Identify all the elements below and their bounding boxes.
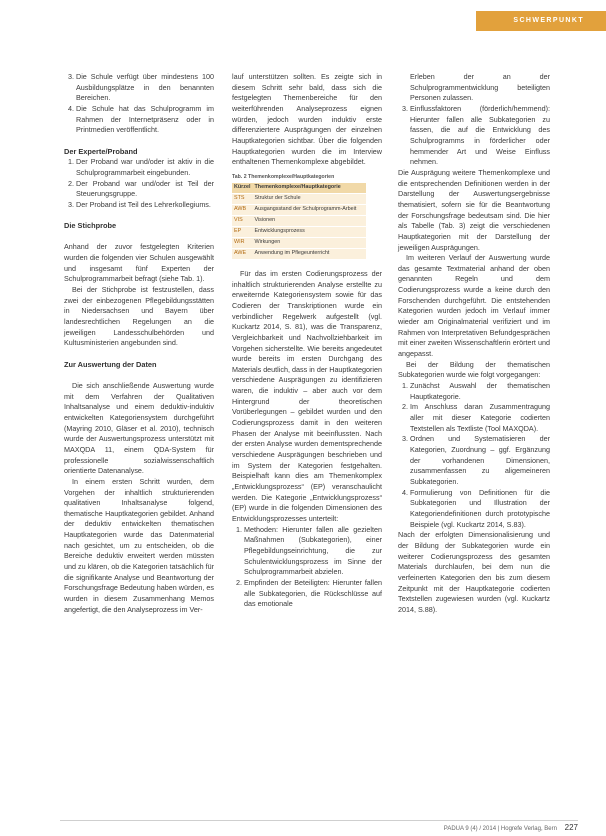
- list-item: 1. Methoden: Hierunter fallen alle gezielten Maßnahmen (Subkategorien), einer Pflegebildungseinrichtung, die zur Schulentwicklungsprozess im Sinne der Schulprogrammarbeit abzielen.: [244, 525, 382, 578]
- text-column-3: [398, 72, 550, 615]
- table-cell-code: AWE: [232, 248, 252, 259]
- table-cell-label: Anwendung im Pflegeunterricht: [252, 248, 366, 259]
- text-column-2: [232, 72, 382, 610]
- list-item: 3. Der Proband ist Teil des Lehrerkollegiums.: [76, 200, 214, 211]
- table-row: [232, 248, 366, 259]
- table-cell-label: Visionen: [252, 215, 366, 226]
- dimensions-list-continued: [398, 104, 550, 168]
- page-number: 227: [564, 823, 578, 832]
- table-header-cell: Kürzel: [232, 183, 252, 194]
- list-item: 2. Empfinden der Beteiligten: Hierunter fallen alle Subkategorien, die Rückschlüsse auf das emotionale: [244, 578, 382, 610]
- table-row: [232, 215, 366, 226]
- table-cell-code: AWB: [232, 204, 252, 215]
- expert-criteria-list: [64, 157, 214, 210]
- table-cell-label: Entwicklungsprozess: [252, 226, 366, 237]
- criteria-list-continued: [64, 72, 214, 136]
- list-item: 1. Zunächst Auswahl der thematischen Hauptkategorie.: [410, 381, 550, 402]
- list-item: 1. Der Proband war und/oder ist aktiv in die Schulprogrammarbeit eingebunden.: [76, 157, 214, 178]
- list-item: 4. Die Schule hat das Schulprogramm im Rahmen der Internetpräsenz oder in Printmedien veröffentlicht.: [76, 104, 214, 136]
- table-row: [232, 193, 366, 204]
- journal-citation: PADUA 9 (4) / 2014 | Hogrefe Verlag, Bern: [443, 826, 557, 832]
- table-cell-code: EP: [232, 226, 252, 237]
- paragraph: lauf unterstützen sollten. Es zeigte sich in diesem Schritt sehr bald, dass sich die festgelegten Themenbereiche für den weiterführenden Analyseprozess eignen würden, jedoch wurden induktiv erste differenziertere Ausprägungen der einzelnen Hauptkategorien sichtbar. Über die folgenden Hauptkategorien wurden die im Interview enthaltenen Themenkomplexe abgebildet.: [232, 72, 382, 167]
- section-heading: Der Experte/Proband: [64, 146, 138, 156]
- table-cell-label: Wirkungen: [252, 237, 366, 248]
- list-item: 4. Formulierung von Definitionen für die Subkategorien und Illustration der Kategoriendefinitionen durch prototypische Beispiele (vgl. Kuckartz 2014, S.83).: [410, 488, 550, 531]
- table-caption: Tab. 2 Themenkomplexe/Hauptkategorien: [232, 173, 335, 180]
- table-row: [232, 226, 366, 237]
- table-cell-label: Struktur der Schule: [252, 193, 366, 204]
- table-cell-code: VIS: [232, 215, 252, 226]
- paragraph: Für das im ersten Codierungsprozess der inhaltlich strukturierenden Analyse erstellte zu erweiternde Kategoriensystem sowie für das Codieren der Transkriptionen wurde ein verbindlicher Regelwerk aufgestellt (vgl. Kuckartz 2014, S. 81), was die Transparenz, Vergleichbarkeit und Nachvollziehbarkeit im Vorgehen sicherstellte. Wie bereits angedeutet wurde bereits im ersten Durchgang des Materials deutlich, dass in der Hauptkategorien verschiedene Ausprägungen zu identifizieren waren, die induktiv – aber auch vor dem Hintergrund der theoretischen Vorüberlegungen – gebildet wurden und den Codierungsprozess damit in den weiteren Phasen der Analyse mit beeinflussten. Nach der ersten Analyse wurden dementsprechende verschiedene Ausprägungen beschrieben und im System der Kategorien festgehalten. Beispielhaft kann dies am Themenkomplex „Entwicklungsprozess“ (EP) veranschaulicht werden. Die Kategorie „Entwicklungsprozess“ (EP) wurde in die folgenden Dimensionen des Entwicklungsprozesses unterteilt:: [232, 268, 382, 523]
- paragraph: In einem ersten Schritt wurden, dem Vorgehen der inhaltlich strukturierenden qualitativen Inhaltsanalyse folgend, thematische Hauptkategorien gebildet. Anhand der deduktiv entwickelten thematischen Hauptkategorien wurde das Datenmaterial nach gesichtet, um zu entscheiden, ob die Bereiche deduktiv erweitert werden müssten und zu klären, ob die Kategorien tatsächlich für die signifikante Analyse und Beantwortung der Forschungsfrage Bedeutung haben würden, es wurden in diesem Zusammenhang Memos angefertigt, die den Analyseprozess im Ver-: [64, 476, 214, 614]
- paragraph: Bei der Bildung der thematischen Subkategorien wurde wie folgt vorgegangen:: [398, 359, 550, 380]
- paragraph: Anhand der zuvor festgelegten Kriterien wurden die folgenden vier Schulen ausgewählt und insgesamt fünf Experten der Schulprogrammarbeit befragt (siehe Tab. 1).: [64, 242, 214, 284]
- table-row: [232, 237, 366, 248]
- paragraph: Erleben der an der Schulprogrammentwicklung beteiligten Personen zulassen.: [410, 72, 550, 103]
- table-row: [232, 204, 366, 215]
- page-footer: [444, 823, 578, 832]
- text-column-1: [64, 72, 214, 615]
- dimensions-list: [232, 525, 382, 610]
- table-cell-code: WIR: [232, 237, 252, 248]
- paragraph: Im weiteren Verlauf der Auswertung wurde das gesamte Textmaterial anhand der oben genannten Regeln und dem Codierungsprozess wurde a keine durch den Forschenden durchgeführt. Die entstehenden Kategorien wurden jedoch im Verlauf immer wieder am Originalmaterial verifiziert und im Rahmen von Interpretativen Befundgesprächen mit einer zweiten Wissenschaftlerin erörtert und angepasst.: [398, 253, 550, 359]
- section-label: SCHWERPUNKT: [513, 17, 584, 24]
- paragraph: Die Ausprägung weitere Themenkomplexe und die entsprechenden Definitionen werden in der Darstellung der Auswertungsergebnisse thematisiert, sofern sie für die Beantwortung der Forschungsfrage bedeutsam sind. Die hier als Tabelle (Tab. 3) zeigt die verschiedenen Hauptkategorien mit der Darstellung der jeweiligen Ausprägungen.: [398, 167, 550, 252]
- table-header-cell: Themenkomplexe/Hauptkategorie: [252, 183, 366, 194]
- table-cell-label: Ausgangsstand der Schulprogramm-Arbeit: [252, 204, 366, 215]
- categories-table: [232, 183, 366, 259]
- paragraph: Nach der erfolgten Dimensionalisierung und der Bildung der Subkategorien wurde ein weiterer Codierungsprozess des gesamten Materials durchlaufen, bei dem nun die verfeinerten Kategorien den bis zum diesem Zeitpunkt mit der Hauptkategorie codierten Textstellen zugewiesen wurden (vgl. Kuckartz 2014, S.88).: [398, 530, 550, 614]
- paragraph: Bei der Stichprobe ist festzustellen, dass zwei der einbezogenen Pflegebildungsstätten in Niedersachsen und Bayern über landesrechtlichen Regelungen an die jeweiligen Landesschulbehörden und Kultusministerien angebunden sind.: [64, 285, 214, 348]
- section-heading: Die Stichprobe: [64, 221, 117, 231]
- section-heading: Zur Auswertung der Daten: [64, 359, 157, 369]
- list-item: 3. Ordnen und Systematisieren der Kategorien, Zuordnung – ggf. Ergänzung der vorhandenen Dimensionen, zusammenfassen zu aligemeineren Subkategorien.: [410, 434, 550, 487]
- list-item: 2. Der Proband war und/oder ist Teil der Steuerungsgruppe.: [76, 179, 214, 200]
- list-item: 2. Im Anschluss daran Zusammentragung aller mit dieser Kategorie codierten Textstellen als Textliste (Tool MAXQDA).: [410, 402, 550, 434]
- steps-list: [398, 381, 550, 530]
- table-cell-code: STS: [232, 193, 252, 204]
- footer-rule: [60, 820, 578, 821]
- list-item: 3. Einflussfaktoren (förderlich/hemmend): Hierunter fallen alle Subkategorien zu fassen, die auf die Entwicklung des Schulprogramms in förderlicher oder hemmender Art und Weise Einfluss nehmen.: [410, 104, 550, 168]
- list-item: 3. Die Schule verfügt über mindestens 100 Ausbildungsplätze in den benannten Bereichen.: [76, 72, 214, 104]
- paragraph: Die sich anschließende Auswertung wurde mit dem Verfahren der Qualitativen Inhaltsanalyse und einem deduktiv-induktiv entwickelten Kategoriensystem durchgeführt (Mayring 2010, Gläser et al. 2010), technisch wurde der Auswertungsprozess unterstützt mit MAXQDA 11, einem QDA-System für professionelle sozialwissenschaftlich orientierte Datenanalyse.: [64, 380, 214, 476]
